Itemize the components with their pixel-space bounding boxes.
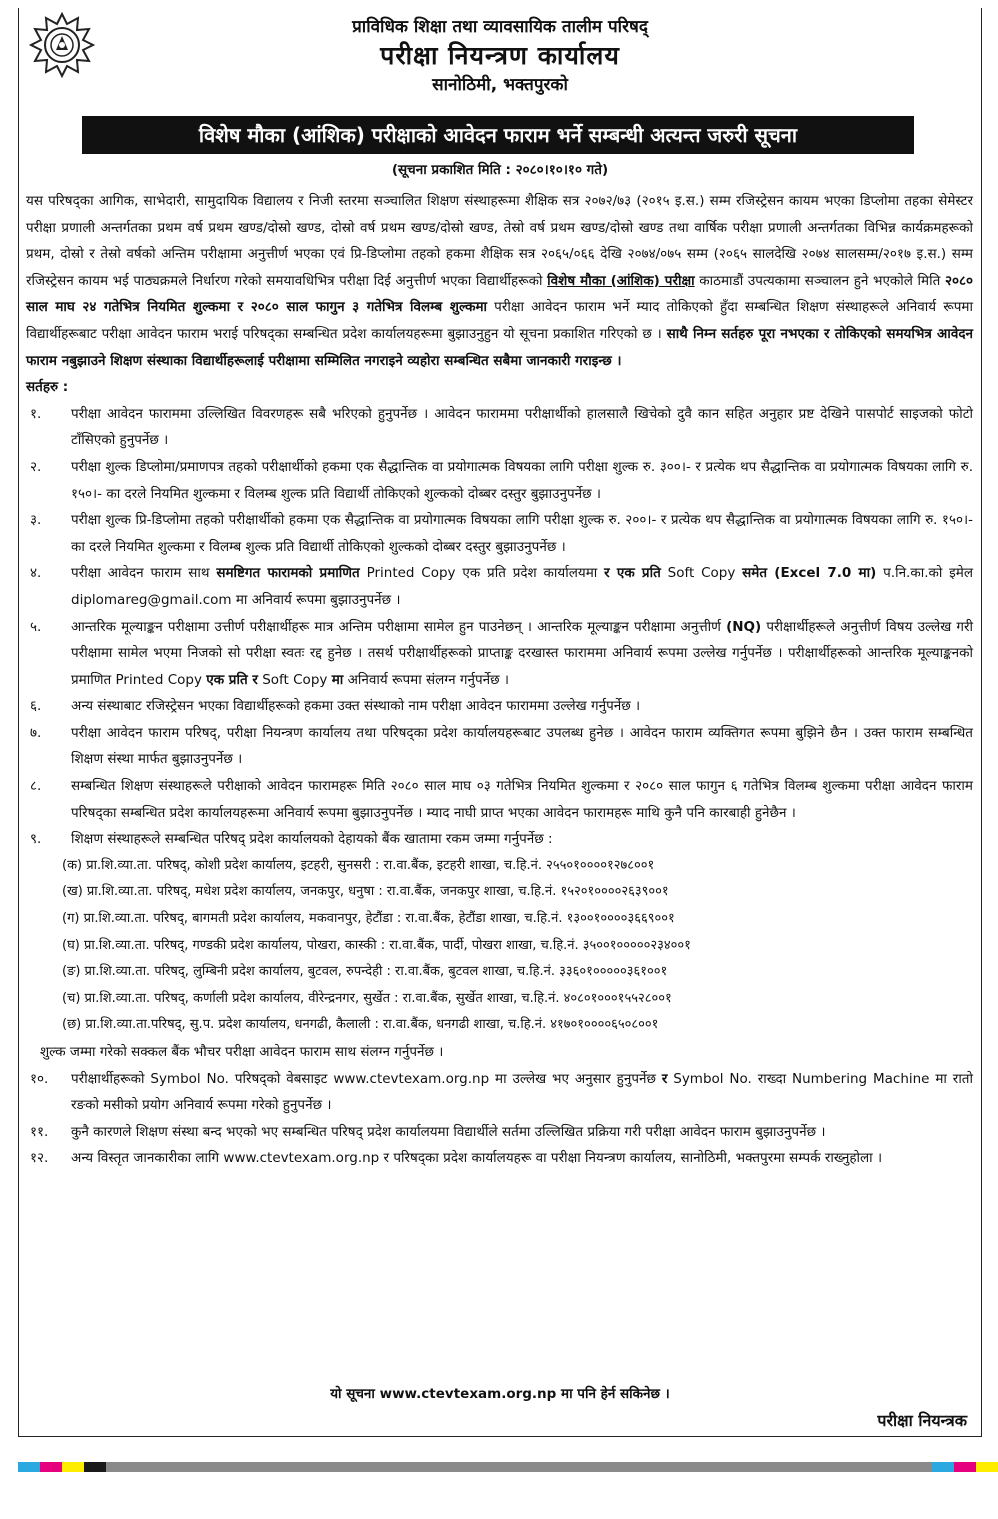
bank-account-row: (क) प्रा.शि.व्या.ता. परिषद्, कोशी प्रदेश कार्यालय, इटहरी, सुनसरी : रा.वा.बैंक, इटहरी शाखा, च.हि.नं. २५५०१००००१२७८००१ [62, 857, 655, 873]
condition-number: ११. [30, 1123, 49, 1140]
condition-text: Printed Copy एक प्रति प्रदेश कार्यालयमा [366, 565, 598, 582]
condition-number: २. [30, 458, 42, 475]
letterhead [19, 8, 981, 116]
condition-number: ७. [30, 724, 42, 741]
condition-text: Soft Copy [667, 565, 736, 582]
condition-text: परीक्षा आवेदन फाराम परिषद्, परीक्षा नियन्त्रण कार्यालय तथा परिषद्का प्रदेश कार्यालयहरूबाट उपलब्ध हुनेछ । आवेदन फाराम व्यक्तिगत रूपमा बुझिने छैन । उक्त फाराम सम्बन्धित शिक्षण संस्था मार्फत बुझाउनुपर्नेछ । [71, 724, 973, 768]
condition-emphasis: र एक प्रति [604, 565, 661, 582]
condition-number: ९. [30, 831, 42, 848]
condition-text: अन्य विस्तृत जानकारीका लागि www.ctevtexam.org.np र परिषद्का प्रदेश कार्यालयहरू वा परीक्षा नियन्त्रण कार्यालय, सानोठिमी, भक्तपुरमा सम्पर्क राख्नुहोला । [71, 1150, 883, 1167]
intro-warning: साथै निम्न सर्तहरु पूरा नभएका र तोकिएको समयभित्र आवेदन फाराम नबुझाउने शिक्षण संस्थाका विद्यार्थीहरूलाई परीक्षामा सम्मिलित नगराइने व्यहोरा सम्बन्धित सबैमा जानकारी गराइन्छ । [26, 325, 973, 369]
intro-text: परीक्षा आवेदन फाराम भर्ने म्याद तोकिएको हुँदा सम्बन्धित शिक्षण संस्थाहरूले अनिवार्य रूपमा विद्यार्थीहरूबाट परीक्षा आवेदन फाराम भराई परिषद्का सम्बन्धित प्रदेश कार्यालयहरूमा बुझाउनुहुन यो सूचना प्रकाशित गरिएको छ । [26, 299, 973, 342]
publish-date: (सूचना प्रकाशित मिति : २०८०।१०।१० गते) [391, 162, 609, 178]
condition-text: परीक्षा शुल्क डिप्लोमा/प्रमाणपत्र तहको परीक्षार्थीको हकमा एक सैद्धान्तिक वा प्रयोगात्मक विषयका लागि परीक्षा शुल्क रु. ३००।- र प्रत्येक थप सैद्धान्तिक वा प्रयोगात्मक विषयका लागि रु. १५०।- का दरले नियमित शुल्कमा र विलम्ब शुल्क प्रति विद्यार्थी तोकिएको शुल्कको दोब्बर दस्तुर बुझाउनुपर्नेछ । [71, 458, 973, 502]
intro-exam-name: विशेष मौका (आंशिक) परीक्षा [547, 272, 695, 289]
bank-account-row: (च) प्रा.शि.व्या.ता. परिषद्, कर्णाली प्रदेश कार्यालय, वीरेन्द्रनगर, सुर्खेत : रा.वा.बैंक, सुर्खेत शाखा, च.हि.नं. ४०८०१०००१५५२८००१ [62, 990, 672, 1006]
condition-text: सम्बन्धित शिक्षण संस्थाहरूले परीक्षाको आवेदन फारामहरू मिति २०८० साल माघ ०३ गतेभित्र नियमित शुल्कमा र २०८० साल फागुन ६ गतेभित्र विलम्ब शुल्कमा परीक्षा आवेदन फाराम परिषद्का सम्बन्धित प्रदेश कार्यालयहरूमा अनिवार्य रूपमा बुझाउनुपर्नेछ । म्याद नाघी प्राप्त भएका आवेदन फारामहरू माथि कुनै पनि कारबाही हुनेछैन । [71, 778, 973, 821]
intro-text: काठमाडौं उपत्यकामा सञ्चालन हुने भएकोले मिति [699, 272, 941, 289]
color-swatch [976, 1462, 998, 1472]
condition-text: परीक्षा आवेदन फाराममा उल्लिखित विवरणहरू सबै भरिएको हुनुपर्नेछ । आवेदन फाराममा परीक्षार्थीको हालसालै खिचेको दुवै कान सहित अनुहार प्रष्ट देखिने पासपोर्ट साइजको फोटो टाँसिएको हुनुपर्नेछ । [71, 405, 973, 449]
office-location: सानोठिमी, भक्तपुरको [432, 75, 568, 95]
notice-body [26, 188, 973, 1172]
condition-emphasis: मा [331, 671, 344, 688]
condition-number: १२. [30, 1150, 49, 1167]
website-footnote: यो सूचना www.ctevtexam.org.np मा पनि हेर्न सकिनेछ । [330, 1386, 670, 1402]
condition-item [26, 507, 973, 560]
condition-emphasis: एक प्रति र [206, 671, 258, 688]
condition-item [26, 1066, 973, 1119]
condition-number: ३. [30, 512, 42, 529]
condition-item [26, 720, 973, 773]
notice-title-banner: विशेष मौका (आंशिक) परीक्षाको आवेदन फाराम भर्ने सम्बन्धी अत्यन्त जरुरी सूचना [82, 116, 914, 154]
condition-text: Symbol No. राख्दा Numbering Machine मा रातो रङको मसीको प्रयोग अनिवार्य रूपमा गरेको हुनुपर्नेछ । [71, 1070, 974, 1114]
condition-text: Soft Copy [262, 671, 328, 688]
condition-number: ४. [30, 565, 42, 582]
condition-text: परीक्षार्थीहरूले अनुत्तीर्ण विषय उल्लेख गरी परीक्षामा सामेल भएमा निजको सो परीक्षा स्वतः रद्द हुनेछ । तसर्थ परीक्षार्थीहरूको प्राप्ताङ्क दरखास्त फाराममा अनिवार्य रूपमा उल्लेख गर्नुपर्नेछ । परीक्षार्थीहरूको आन्तरिक मूल्याङ्कनको प्रमाणित Printed Copy [71, 618, 974, 688]
condition-text: अन्य संस्थाबाट रजिस्ट्रेसन भएका विद्यार्थीहरूको हकमा उक्त संस्थाको नाम परीक्षा आवेदन फाराममा उल्लेख गर्नुपर्नेछ । [71, 698, 641, 715]
color-swatch [84, 1462, 106, 1472]
notice-page [18, 8, 982, 1437]
intro-text: यस परिषद्का आगिक, साभेदारी, सामुदायिक विद्यालय र निजी स्तरमा सञ्चालित शिक्षण संस्थाहरूमा शैक्षिक सत्र २०७२/७३ (२०१५ इ.स.) सम्म रजिस्ट्रेसन कायम भएका डिप्लोमा तहका सेमेस्टर परीक्षा प्रणाली अन्तर्गतका प्रथम वर्ष प्रथम खण्ड/दोस्रो खण्ड, दोस्रो वर्ष प्रथम खण्ड/दोस्रो खण्ड, तेस्रो वर्ष प्रथम खण्ड/दोस्रो खण्ड तथा वार्षिक परीक्षा प्रणाली अन्तर्गतका विभिन्न कार्यक्रमहरूको प्रथम, दोस्रो र तेस्रो वर्षको अन्तिम परीक्षामा अनुत्तीर्ण भएका एवं प्रि-डिप्लोमा तहको हकमा शैक्षिक सत्र २०६५/०६६ देखि २०७४/०७५ सम्म (२०६५ सालदेखि २०७४ सालसम्म/२०१७ इ.स.) सम्म रजिस्ट्रेसन कायम भई पाठ्यक्रमले निर्धारण गरेको समयावधिभित्र परीक्षा दिई अनुत्तीर्ण भएका विद्यार्थीहरूको [26, 193, 973, 289]
bank-account-row: (ख) प्रा.शि.व्या.ता. परिषद्, मधेश प्रदेश कार्यालय, जनकपुर, धनुषा : रा.वा.बैंक, जनकपुर शाखा, च.हि.नं. १५२०१००००२६३९००१ [62, 884, 669, 900]
condition-item [26, 826, 973, 853]
condition-item [26, 1145, 973, 1172]
bank-voucher-note: शुल्क जम्मा गरेको सक्कल बैंक भौचर परीक्षा आवेदन फाराम साथ संलग्न गर्नुपर्नेछ । [40, 1044, 444, 1060]
print-color-bar [18, 1462, 998, 1472]
condition-item [26, 1119, 973, 1146]
condition-emphasis: समष्टिगत फारामको प्रमाणित [216, 565, 360, 582]
condition-item [26, 560, 973, 613]
color-swatch [18, 1462, 40, 1472]
condition-item [26, 614, 973, 694]
office-name: परीक्षा नियन्त्रण कार्यालय [380, 41, 620, 70]
condition-number: १०. [30, 1070, 49, 1087]
condition-emphasis: समेत (Excel 7.0 मा) [742, 565, 877, 582]
condition-text: अनिवार्य रूपमा संलग्न गर्नुपर्नेछ । [347, 671, 509, 688]
color-swatch [40, 1462, 62, 1472]
color-swatch [954, 1462, 976, 1472]
condition-item [26, 693, 973, 720]
condition-item [26, 773, 973, 826]
condition-number: ८. [30, 778, 42, 795]
condition-text: आन्तरिक मूल्याङ्कन परीक्षामा उत्तीर्ण परीक्षार्थीहरू मात्र अन्तिम परीक्षामा सामेल हुन पाउनेछन् । आन्तरिक मूल्याङ्कन परीक्षामा अनुत्तीर्ण [71, 618, 721, 635]
condition-text: परीक्षार्थीहरूको Symbol No. परिषद्को वेबसाइट www.ctevtexam.org.np मा उल्लेख भए अनुसार हुनुपर्नेछ [71, 1070, 656, 1087]
condition-text: परीक्षा शुल्क प्रि-डिप्लोमा तहको परीक्षार्थीको हकमा एक सैद्धान्तिक वा प्रयोगात्मक विषयका लागि परीक्षा शुल्क रु. २००।- र प्रत्येक थप सैद्धान्तिक वा प्रयोगात्मक विषयका लागि रु. १५०।- का दरले नियमित शुल्कमा र विलम्ब शुल्क प्रति विद्यार्थी तोकिएको शुल्कको दोब्बर दस्तुर बुझाउनुपर्नेछ । [71, 512, 973, 555]
condition-item [26, 401, 973, 454]
bank-account-row: (छ) प्रा.शि.व्या.ता.परिषद्, सु.प. प्रदेश कार्यालय, धनगढी, कैलाली : रा.वा.बैंक, धनगढी शाखा, च.हि.नं. ४१७०१००००६५०८००१ [62, 1017, 659, 1033]
condition-number: ५. [30, 618, 42, 635]
bank-account-row: (ङ) प्रा.शि.व्या.ता. परिषद्, लुम्बिनी प्रदेश कार्यालय, बुटवल, रुपन्देही : रा.वा.बैंक, बुटवल शाखा, च.हि.नं. ३३६०१०००००३६१००१ [62, 964, 668, 980]
condition-text: शिक्षण संस्थाहरूले सम्बन्धित परिषद् प्रदेश कार्यालयको देहायको बैंक खातामा रकम जम्मा गर्नुपर्नेछ : [71, 831, 553, 848]
conditions-heading: सर्तहरु : [26, 379, 69, 396]
signatory-title: परीक्षा नियन्त्रक [877, 1411, 967, 1430]
condition-number: १. [30, 405, 42, 422]
condition-emphasis: र [661, 1070, 668, 1087]
condition-number: ६. [30, 698, 42, 715]
bank-account-row: (ग) प्रा.शि.व्या.ता. परिषद्, बागमती प्रदेश कार्यालय, मकवानपुर, हेटौंडा : रा.वा.बैंक, हेटौंडा शाखा, च.हि.नं. १३००१००००३६६९००१ [62, 911, 675, 927]
bank-account-row: (घ) प्रा.शि.व्या.ता. परिषद्, गण्डकी प्रदेश कार्यालय, पोखरा, कास्की : रा.वा.बैंक, पार्दी, पोखरा शाखा, च.हि.नं. ३५००१०००००२३४००१ [62, 937, 691, 953]
condition-item [26, 454, 973, 507]
condition-text: प.नि.का.को इमेल diplomareg@gmail.com मा अनिवार्य रूपमा बुझाउनुपर्नेछ । [71, 565, 974, 608]
condition-emphasis: (NQ) [726, 618, 762, 635]
condition-text: परीक्षा आवेदन फाराम साथ [71, 565, 210, 582]
council-name: प्राविधिक शिक्षा तथा व्यावसायिक तालीम परिषद् [352, 17, 648, 37]
color-swatch [62, 1462, 84, 1472]
condition-text: कुनै कारणले शिक्षण संस्था बन्द भएको भए सम्बन्धित परिषद् प्रदेश कार्यालयमा विद्यार्थीले सर्तमा उल्लिखित प्रक्रिया गरी परीक्षा आवेदन फाराम बुझाउनुपर्नेछ । [71, 1123, 826, 1140]
color-swatch [932, 1462, 954, 1472]
color-swatch [106, 1462, 932, 1472]
intro-paragraph [26, 188, 973, 374]
intro-deadline: २०८० साल माघ २४ गतेभित्र नियमित शुल्कमा र २०८० साल फागुन ३ गतेभित्र विलम्ब शुल्कमा [26, 272, 974, 316]
